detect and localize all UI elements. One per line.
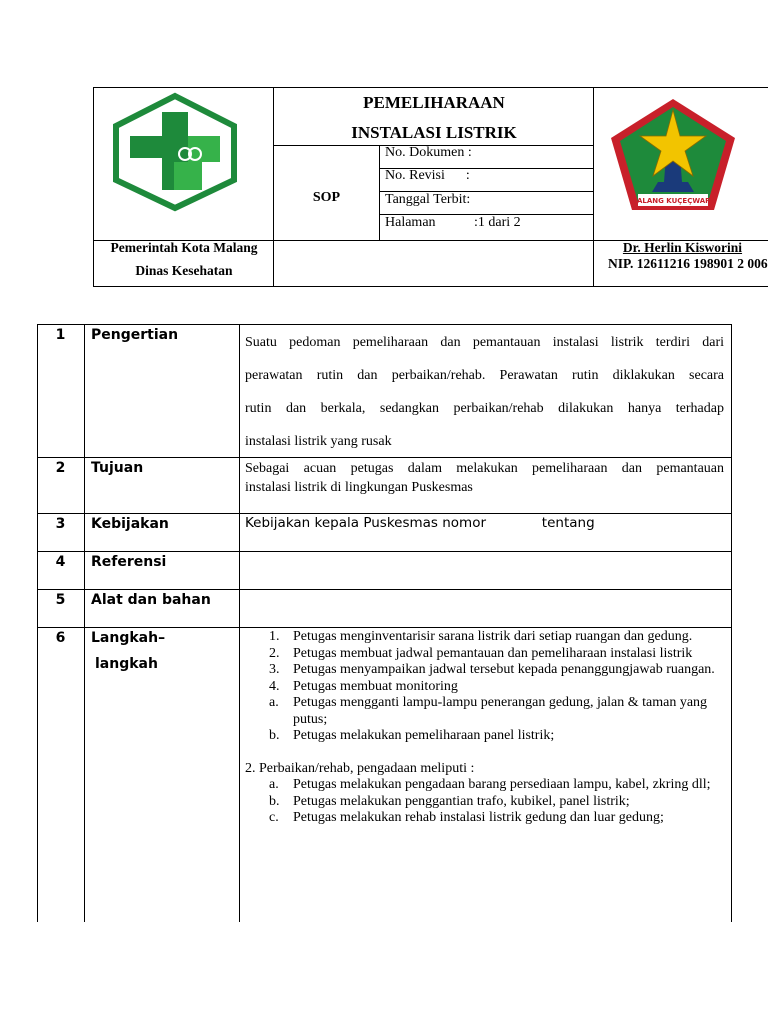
row-number: 5 [55,592,66,608]
list-marker: 2. [269,645,280,661]
meta-revisi: No. Revisi : [385,168,470,183]
list-item [245,662,725,679]
row-label-kebijakan: Kebijakan [91,516,169,532]
meta-halaman: Halaman :1 dari 2 [385,215,521,230]
text-line: rutin dan berkala, sedangkan perbaikan/rehab dilakukan hanya terhadap [245,401,724,416]
malang-city-emblem [608,96,738,214]
list-item [245,629,725,646]
row-label-alat-bahan: Alat dan bahan [91,592,211,608]
org-line-1: Pemerintah Kota Malang [110,240,258,255]
text-line: perawatan rutin dan perbaikan/rehab. Perawatan rutin diklakukan secara [245,368,724,383]
meta-dokumen: No. Dokumen : [385,145,472,160]
list-item [245,695,725,728]
row-number: 2 [55,460,66,476]
text-line: instalasi listrik di lingkungan Puskesmas [245,480,473,495]
meta-terbit: Tanggal Terbit: [385,192,471,207]
document-title [275,88,593,148]
list-marker: a. [269,777,279,792]
langkah-list [245,629,725,827]
list-marker: c. [269,810,279,825]
row-number: 1 [55,327,66,343]
row-label-tujuan: Tujuan [91,460,144,476]
list-text: Petugas melakukan pemeliharaan panel listrik; [293,728,555,743]
list-item [245,777,725,794]
text-line: Suatu pedoman pemeliharaan dan pemantauan instalasi listrik terdiri dari [245,335,724,350]
list-text: Petugas membuat jadwal pemantauan dan pemeliharaan instalasi listrik [293,645,693,661]
list-text: Petugas membuat monitoring [293,678,458,694]
row-number: 3 [55,516,66,532]
list-marker: a. [269,695,279,710]
row-label-langkah-2: langkah [95,656,158,672]
list-text: Petugas menyampaikan jadwal tersebut kepada penanggungjawab ruangan. [293,662,715,677]
list-marker: b. [269,793,280,809]
list-text: Petugas mengganti lampu-lampu penerangan gedung, jalan & taman yang putus; [293,695,708,727]
row-label-pengertian: Pengertian [91,327,179,343]
row-label-referensi: Referensi [91,554,167,570]
document-title-text: PEMELIHARAAN INSTALASI LISTRIK [351,93,517,142]
sop-label: SOP [312,190,341,205]
health-department-logo [112,92,238,212]
list-marker: 4. [269,678,280,694]
sub-heading: 2. Perbaikan/rehab, pengadaan meliputi : [245,760,475,776]
list-text: Petugas melakukan pengadaan barang persediaan lampu, kabel, zkring dll; [293,777,711,792]
kebijakan-text: Kebijakan kepala Puskesmas nomor tentang [245,515,595,531]
list-text: Petugas melakukan penggantian trafo, kubikel, panel listrik; [293,793,630,809]
list-item [245,810,725,827]
list-marker: 3. [269,662,280,677]
list-item [245,646,725,663]
pengertian-text [245,326,724,458]
org-line-2: Dinas Kesehatan [135,263,233,278]
emblem-text: MALANG KUÇEÇWARA [630,197,716,205]
list-text: Petugas melakukan rehab instalasi listrik gedung dan luar gedung; [293,810,664,825]
text-line: instalasi listrik yang rusak [245,434,392,449]
row-label-langkah: Langkah– [91,630,166,646]
text-line: Sebagai acuan petugas dalam melakukan pemeliharaan dan pemantauan [245,461,724,476]
signer-nip: NIP. 12611216 198901 2 006 [608,256,768,271]
row-number: 6 [55,630,66,646]
list-item [245,794,725,811]
signer-name: Dr. Herlin Kisworini [622,240,743,255]
tujuan-text [245,459,724,497]
list-marker: 1. [269,629,280,644]
row-number: 4 [55,554,66,570]
list-item [245,728,725,745]
list-text: Petugas menginventarisir sarana listrik dari setiap ruangan dan gedung. [293,629,693,644]
list-item [245,679,725,696]
list-marker: b. [269,728,280,743]
